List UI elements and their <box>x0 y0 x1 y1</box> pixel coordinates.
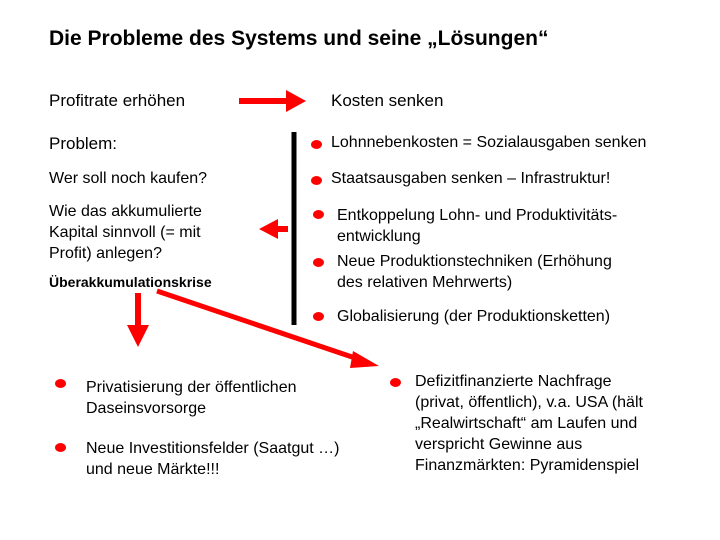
question-capital-line: Profit) anlegen? <box>49 245 162 262</box>
measure-item-line: Lohnnebenkosten = Sozialausgaben senken <box>331 134 647 151</box>
solution-item-line: Neue Investitionsfelder (Saatgut …) <box>86 440 340 457</box>
arrowhead-diagonal-icon <box>350 351 379 368</box>
problem-heading: Problem: <box>49 134 118 153</box>
arrowhead-right-icon <box>286 90 306 112</box>
crisis-label: Überakkumulationskrise <box>49 274 212 290</box>
deficit-demand-line: „Realwirtschaft“ am Laufen und <box>415 415 638 432</box>
arrowhead-down-icon <box>127 325 149 347</box>
measure-item-line: des relativen Mehrwerts) <box>337 274 513 291</box>
goal-label: Profitrate erhöhen <box>49 91 186 110</box>
measure-item-line: Neue Produktionstechniken (Erhöhung <box>337 253 612 270</box>
solution-item-line: Daseinsvorsorge <box>86 400 207 417</box>
solution-item-line: und neue Märkte!!! <box>86 461 220 478</box>
deficit-demand-line: verspricht Gewinne aus <box>415 436 583 453</box>
question-buyers: Wer soll noch kaufen? <box>49 170 208 187</box>
right-heading: Kosten senken <box>331 91 444 110</box>
measure-item-line: entwicklung <box>337 228 421 245</box>
arrowhead-left-icon <box>259 219 278 239</box>
deficit-demand-line: Defizitfinanzierte Nachfrage <box>415 373 612 390</box>
measure-item-line: Globalisierung (der Produktionsketten) <box>337 308 611 325</box>
question-capital-line: Kapital sinnvoll (= mit <box>49 224 201 241</box>
measure-item-line: Staatsausgaben senken – Infrastruktur! <box>331 170 611 187</box>
question-capital-line: Wie das akkumulierte <box>49 203 202 220</box>
solution-item-line: Privatisierung der öffentlichen <box>86 379 297 396</box>
arrow-crisis-to-deficit <box>157 291 358 359</box>
deficit-demand-line: (privat, öffentlich), v.a. USA (hält <box>415 394 643 411</box>
measure-item-line: Entkoppelung Lohn- und Produktivitäts- <box>337 207 618 224</box>
page-title: Die Probleme des Systems und seine „Lösungen“ <box>49 27 549 50</box>
deficit-demand-line: Finanzmärkten: Pyramidenspiel <box>415 457 640 474</box>
